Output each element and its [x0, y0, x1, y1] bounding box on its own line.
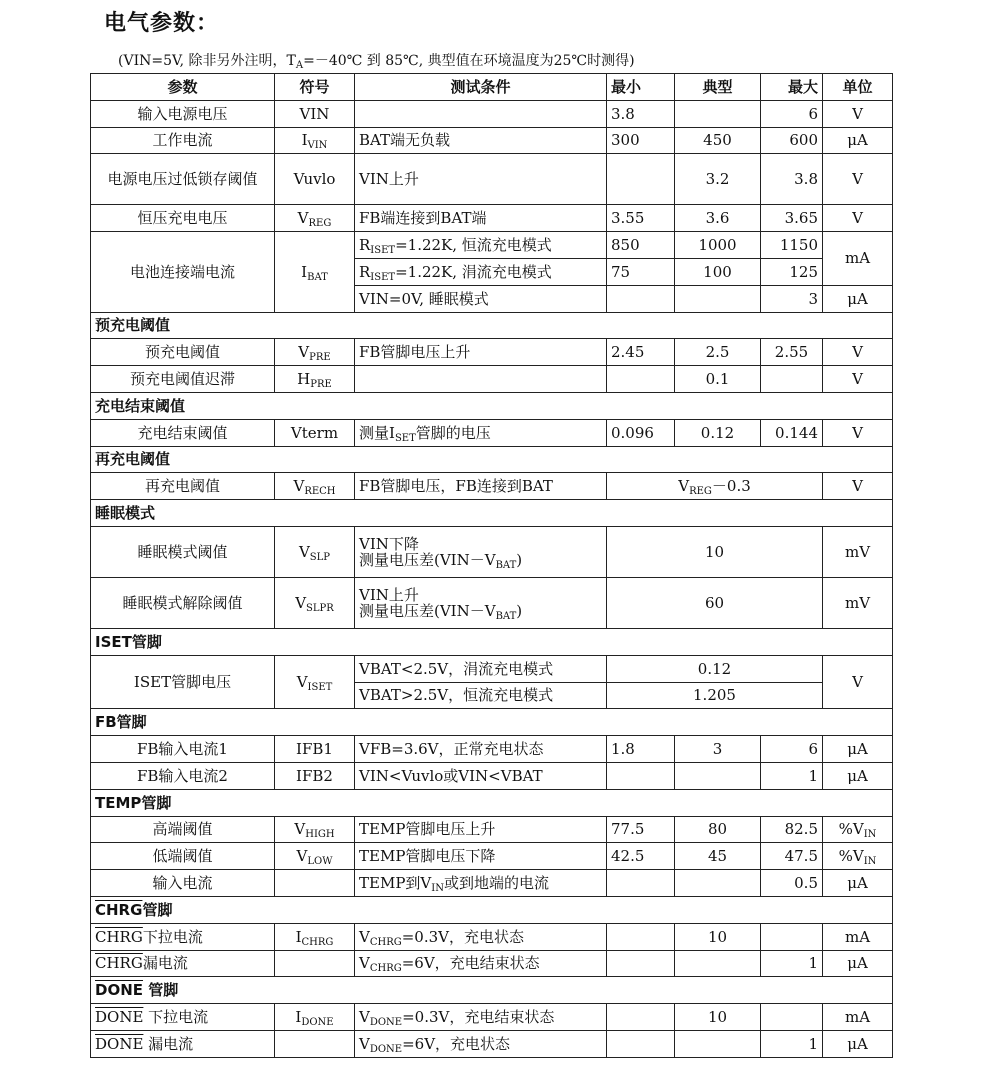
electrical-parameters-table — [90, 73, 893, 1058]
condition-cell: BAT端无负载 — [355, 127, 607, 154]
param-cell: 睡眠模式阈值 — [91, 526, 275, 577]
param-cell: DONE 下拉电流 — [91, 1004, 275, 1031]
max-cell: 1 — [761, 1030, 823, 1057]
typ-cell: 100 — [675, 258, 761, 285]
typ-cell: 1.205 — [607, 682, 823, 709]
col-min: 最小 — [607, 74, 675, 101]
min-cell — [607, 1030, 675, 1057]
condition-cell: FB端连接到BAT端 — [355, 205, 607, 232]
symbol-cell: $I_{VIN}$ — [275, 127, 355, 154]
table-row — [91, 100, 893, 127]
value-cell: $V_{REG}-0.3$ — [607, 473, 823, 500]
col-symbol: 符号 — [275, 74, 355, 101]
min-cell: 850 — [607, 232, 675, 259]
section-title: 充电结束阈值 — [91, 392, 893, 419]
symbol-cell: $I_{BAT}$ — [275, 232, 355, 312]
table-row — [91, 366, 893, 393]
typ-cell — [675, 100, 761, 127]
condition-cell: VFB=3.6V，正常充电状态 — [355, 736, 607, 763]
condition-cell: TEMP到$V_{IN}$或到地端的电流 — [355, 870, 607, 897]
table-row — [91, 762, 893, 789]
max-cell: 6 — [761, 736, 823, 763]
max-cell: 2.55 — [761, 339, 823, 366]
min-cell: 42.5 — [607, 843, 675, 870]
min-cell: 2.45 — [607, 339, 675, 366]
param-cell: 再充电阈值 — [91, 473, 275, 500]
symbol-cell: $V_{PRE}$ — [275, 339, 355, 366]
symbol-cell: IFB2 — [275, 762, 355, 789]
typ-cell: 3 — [675, 736, 761, 763]
section-title: 再充电阈值 — [91, 446, 893, 473]
symbol-cell: $V_{ISET}$ — [275, 655, 355, 709]
table-row — [91, 736, 893, 763]
unit-cell: V — [823, 366, 893, 393]
min-cell — [607, 762, 675, 789]
min-cell: 3.8 — [607, 100, 675, 127]
typ-cell: 3.2 — [675, 154, 761, 205]
typ-cell: 0.1 — [675, 366, 761, 393]
condition-cell: $V_{DONE}=6V$，充电状态 — [355, 1030, 607, 1057]
section-row — [91, 500, 893, 527]
section-row — [91, 977, 893, 1004]
param-cell: DONE 漏电流 — [91, 1030, 275, 1057]
max-cell: 3 — [761, 285, 823, 312]
section-title: ISET管脚 — [91, 628, 893, 655]
unit-cell: μA — [823, 127, 893, 154]
typ-cell — [675, 1030, 761, 1057]
section-row — [91, 896, 893, 923]
section-row — [91, 312, 893, 339]
unit-cell: V — [823, 100, 893, 127]
condition-cell: VIN=0V, 睡眠模式 — [355, 285, 607, 312]
unit-cell: μA — [823, 736, 893, 763]
unit-cell: μA — [823, 870, 893, 897]
condition-cell: $R_{ISET}=1.22K$, 涓流充电模式 — [355, 258, 607, 285]
condition-cell: 测量$I_{SET}$管脚的电压 — [355, 419, 607, 446]
typ-cell: 80 — [675, 816, 761, 843]
unit-cell: mV — [823, 577, 893, 628]
param-cell: 工作电流 — [91, 127, 275, 154]
col-unit: 单位 — [823, 74, 893, 101]
param-cell: 电池连接端电流 — [91, 232, 275, 312]
param-cell: 输入电源电压 — [91, 100, 275, 127]
typ-cell: 45 — [675, 843, 761, 870]
max-cell: 3.8 — [761, 154, 823, 205]
section-title: TEMP管脚 — [91, 789, 893, 816]
symbol-cell: $V_{HIGH}$ — [275, 816, 355, 843]
typ-cell: 10 — [675, 923, 761, 950]
table-row — [91, 870, 893, 897]
unit-cell: mA — [823, 232, 893, 286]
condition-cell: VBAT<2.5V，涓流充电模式 — [355, 655, 607, 682]
unit-cell: V — [823, 154, 893, 205]
param-cell: 电源电压过低锁存阈值 — [91, 154, 275, 205]
param-cell: FB输入电流2 — [91, 762, 275, 789]
typ-cell: 0.12 — [607, 655, 823, 682]
param-cell: 预充电阈值迟滞 — [91, 366, 275, 393]
max-cell: 47.5 — [761, 843, 823, 870]
condition-cell: FB管脚电压，FB连接到BAT — [355, 473, 607, 500]
symbol-cell: $H_{PRE}$ — [275, 366, 355, 393]
symbol-cell: VIN — [275, 100, 355, 127]
symbol-cell: Vterm — [275, 419, 355, 446]
param-cell: FB输入电流1 — [91, 736, 275, 763]
condition-cell: TEMP管脚电压上升 — [355, 816, 607, 843]
condition-cell: VBAT>2.5V，恒流充电模式 — [355, 682, 607, 709]
unit-cell: mA — [823, 1004, 893, 1031]
unit-cell: μA — [823, 285, 893, 312]
col-condition: 测试条件 — [355, 74, 607, 101]
param-cell: 恒压充电电压 — [91, 205, 275, 232]
symbol-cell — [275, 870, 355, 897]
symbol-cell: $V_{SLPR}$ — [275, 577, 355, 628]
symbol-cell — [275, 1030, 355, 1057]
max-cell — [761, 1004, 823, 1031]
table-row — [91, 1030, 893, 1057]
table-row — [91, 816, 893, 843]
param-cell: ISET管脚电压 — [91, 655, 275, 709]
unit-cell: V — [823, 419, 893, 446]
max-cell: 6 — [761, 100, 823, 127]
section-title: 预充电阈值 — [91, 312, 893, 339]
param-cell: 睡眠模式解除阈值 — [91, 577, 275, 628]
col-typ: 典型 — [675, 74, 761, 101]
symbol-cell: IFB1 — [275, 736, 355, 763]
param-cell: 预充电阈值 — [91, 339, 275, 366]
table-row — [91, 205, 893, 232]
unit-cell: μA — [823, 762, 893, 789]
typ-cell: 3.6 — [675, 205, 761, 232]
min-cell — [607, 154, 675, 205]
typ-cell: 450 — [675, 127, 761, 154]
symbol-cell: $V_{SLP}$ — [275, 526, 355, 577]
section-row — [91, 446, 893, 473]
min-cell: 77.5 — [607, 816, 675, 843]
max-cell: 125 — [761, 258, 823, 285]
table-row — [91, 154, 893, 205]
unit-cell: V — [823, 473, 893, 500]
table-row — [91, 127, 893, 154]
condition-cell — [355, 366, 607, 393]
condition-cell: TEMP管脚电压下降 — [355, 843, 607, 870]
typ-cell — [675, 870, 761, 897]
section-title: 睡眠模式 — [91, 500, 893, 527]
condition-cell: VIN下降 测量电压差$(VIN-V_{BAT})$ — [355, 526, 607, 577]
min-cell: 75 — [607, 258, 675, 285]
section-row — [91, 392, 893, 419]
page-title: 电气参数： — [104, 11, 220, 36]
condition-cell — [355, 100, 607, 127]
section-title: FB管脚 — [91, 709, 893, 736]
condition-cell: FB管脚电压上升 — [355, 339, 607, 366]
min-cell: 300 — [607, 127, 675, 154]
table-row — [91, 232, 893, 259]
typ-cell — [675, 762, 761, 789]
condition-cell: VIN上升 测量电压差$(VIN-V_{BAT})$ — [355, 577, 607, 628]
typ-cell: 60 — [607, 577, 823, 628]
col-param: 参数 — [91, 74, 275, 101]
condition-cell: VIN上升 — [355, 154, 607, 205]
min-cell — [607, 950, 675, 977]
typ-cell: 10 — [675, 1004, 761, 1031]
symbol-cell — [275, 950, 355, 977]
table-header-row — [91, 74, 893, 101]
param-cell: 高端阈值 — [91, 816, 275, 843]
unit-cell: V — [823, 205, 893, 232]
unit-cell: $\%V_{IN}$ — [823, 816, 893, 843]
symbol-cell: $V_{LOW}$ — [275, 843, 355, 870]
section-title: DONE 管脚 — [91, 977, 893, 1004]
symbol-cell: Vuvlo — [275, 154, 355, 205]
typ-cell: 2.5 — [675, 339, 761, 366]
symbol-cell: $V_{REG}$ — [275, 205, 355, 232]
param-cell: CHRG漏电流 — [91, 950, 275, 977]
min-cell — [607, 870, 675, 897]
unit-cell: V — [823, 655, 893, 709]
max-cell: 3.65 — [761, 205, 823, 232]
condition-cell: $V_{CHRG}=6V$，充电结束状态 — [355, 950, 607, 977]
symbol-cell: $I_{CHRG}$ — [275, 923, 355, 950]
section-title: CHRG管脚 — [91, 896, 893, 923]
min-cell: 3.55 — [607, 205, 675, 232]
test-conditions-note: (VIN=5V, 除非另外注明，$T_A=-40℃$ 到 85℃, 典型值在环境温度为25℃时测得) — [118, 53, 635, 71]
typ-cell: 1000 — [675, 232, 761, 259]
min-cell — [607, 923, 675, 950]
typ-cell: 10 — [607, 526, 823, 577]
unit-cell: mV — [823, 526, 893, 577]
param-cell: 充电结束阈值 — [91, 419, 275, 446]
unit-cell: $\%V_{IN}$ — [823, 843, 893, 870]
table-row — [91, 526, 893, 577]
param-cell: 低端阈值 — [91, 843, 275, 870]
unit-cell: μA — [823, 1030, 893, 1057]
param-cell: CHRG下拉电流 — [91, 923, 275, 950]
table-row — [91, 923, 893, 950]
min-cell — [607, 1004, 675, 1031]
unit-cell: V — [823, 339, 893, 366]
table-row — [91, 1004, 893, 1031]
section-row — [91, 628, 893, 655]
max-cell: 1 — [761, 762, 823, 789]
typ-cell — [675, 950, 761, 977]
table-row — [91, 655, 893, 682]
max-cell: 1150 — [761, 232, 823, 259]
param-cell: 输入电流 — [91, 870, 275, 897]
min-cell — [607, 285, 675, 312]
max-cell: 0.144 — [761, 419, 823, 446]
max-cell: 600 — [761, 127, 823, 154]
table-row — [91, 419, 893, 446]
table-row — [91, 473, 893, 500]
min-cell: 1.8 — [607, 736, 675, 763]
condition-cell: VIN<Vuvlo或VIN<VBAT — [355, 762, 607, 789]
unit-cell: μA — [823, 950, 893, 977]
col-max: 最大 — [761, 74, 823, 101]
min-cell — [607, 366, 675, 393]
max-cell: 1 — [761, 950, 823, 977]
unit-cell: mA — [823, 923, 893, 950]
typ-cell: 0.12 — [675, 419, 761, 446]
max-cell — [761, 923, 823, 950]
table-row — [91, 577, 893, 628]
table-row — [91, 950, 893, 977]
condition-cell: $V_{DONE}=0.3V$，充电结束状态 — [355, 1004, 607, 1031]
max-cell — [761, 366, 823, 393]
min-cell: 0.096 — [607, 419, 675, 446]
symbol-cell: $I_{DONE}$ — [275, 1004, 355, 1031]
condition-cell: $R_{ISET}=1.22K$, 恒流充电模式 — [355, 232, 607, 259]
typ-cell — [675, 285, 761, 312]
condition-cell: $V_{CHRG}=0.3V$，充电状态 — [355, 923, 607, 950]
symbol-cell: $V_{RECH}$ — [275, 473, 355, 500]
table-row — [91, 843, 893, 870]
table-row — [91, 339, 893, 366]
max-cell: 0.5 — [761, 870, 823, 897]
max-cell: 82.5 — [761, 816, 823, 843]
section-row — [91, 709, 893, 736]
section-row — [91, 789, 893, 816]
